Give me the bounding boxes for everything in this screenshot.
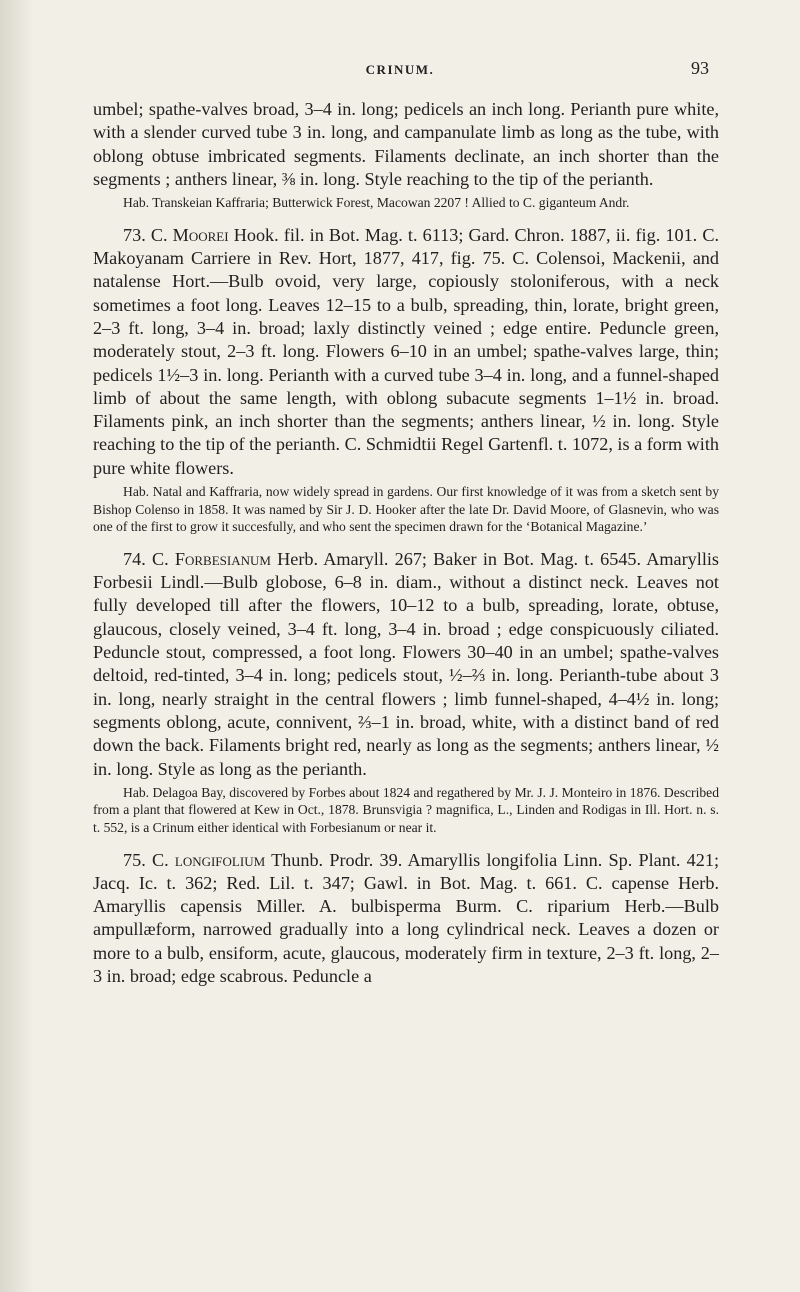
running-title: CRINUM. xyxy=(365,62,435,77)
continuation-paragraph: umbel; spathe-valves broad, 3–4 in. long; pedicels an inch long. Perianth pure white, with a slender curved tube 3 in. long, and campanulate limb as long as the tube, with oblong obtuse imbricated segments. Filaments declinate, an inch shorter than the segments ; anthers linear, ⅜ in. long. Style reaching to the tip of the perianth. xyxy=(93,99,719,189)
species-entry xyxy=(93,224,719,536)
body-text xyxy=(93,98,719,988)
species-entry xyxy=(93,849,719,989)
species-number: 73. xyxy=(123,224,146,245)
page-gutter-shadow xyxy=(0,0,34,1292)
species-description xyxy=(93,224,719,480)
species-name: C. longifolium xyxy=(151,849,266,870)
species-number: 75. xyxy=(123,849,146,870)
species-name: C. Moorei xyxy=(150,224,229,245)
species-habitat: Hab. Natal and Kaffraria, now widely spread in gardens. Our first knowledge of it was from a sketch sent by Bishop Colenso in 1858. It was named by Sir J. D. Hooker after the late Dr. David Moore, of Glasnevin, who was one of the first to grow it succesfully, and who sent the specimen drawn for the ‘Botanical Magazine.’ xyxy=(93,484,719,535)
species-name: C. Forbesianum xyxy=(151,548,271,569)
species-text: Thunb. Prodr. 39. Amaryllis longifolia Linn. Sp. Plant. 421; Jacq. Ic. t. 362; Red. Lil. t. 347; Gawl. in Bot. Mag. t. 661. C. capense Herb. Amaryllis capensis Miller. A. bulbisperma Burm. C. riparium Herb.—Bulb ampullæform, narrowed gradually into a long cylindrical neck. Leaves a dozen or more to a bulb, ensiform, acute, glaucous, moderately firm in texture, 2–3 ft. long, 2–3 in. broad; edge scabrous. Peduncle a xyxy=(93,849,720,987)
species-number: 74. xyxy=(123,548,146,569)
species-text: Herb. Amaryll. 267; Baker in Bot. Mag. t. 6545. Amaryllis Forbesii Lindl.—Bulb globose, 6–8 in. diam., without a distinct neck. Leaves not fully developed till after the flowers, 10–12 to a bulb, spreading, lorate, obtuse, glaucous, closely veined, 3–4 ft. long, 3–4 in. broad ; edge conspicuously ciliated. Peduncle stout, compressed, a foot long. Flowers 30–40 in an umbel; spathe-valves deltoid, red-tinted, 3–4 in. long; pedicels stout, ½–⅔ in. long. Perianth-tube about 3 in. long, nearly straight in the central flowers ; limb funnel-shaped, 4–4½ in. long; segments oblong, acute, connivent, ⅔–1 in. broad, white, with a distinct band of red down the back. Filaments bright red, nearly as long as the segments; anthers linear, ½ in. long. Style as long as the perianth. xyxy=(93,548,720,779)
species-description xyxy=(93,548,719,781)
running-head xyxy=(0,50,800,76)
species-entry xyxy=(93,548,719,837)
species-habitat: Hab. Delagoa Bay, discovered by Forbes about 1824 and regathered by Mr. J. J. Monteiro in 1876. Described from a plant that flowered at Kew in Oct., 1878. Brunsvigia ? magnifica, L., Linden and Rodigas in Ill. Hort. n. s. t. 552, is a Crinum either identical with Forbesianum or near it. xyxy=(93,784,719,835)
page-number: 93 xyxy=(691,58,709,78)
species-text: Hook. fil. in Bot. Mag. t. 6113; Gard. Chron. 1887, ii. fig. 101. C. Makoyanam Carriere in Rev. Hort, 1877, 417, fig. 75. C. Colensoi, Mackenii, and natalense Hort.—Bulb ovoid, very large, copiously stoloniferous, with a neck sometimes a foot long. Leaves 12–15 to a bulb, spreading, thin, lorate, bright green, 2–3 ft. long, 3–4 in. broad; laxly distinctly veined ; edge entire. Peduncle green, moderately stout, 2–3 ft. long. Flowers 6–10 in an umbel; spathe-valves large, thin; pedicels 1½–3 in. long. Perianth with a curved tube 3–4 in. long, and a funnel-shaped limb of about the same length, with oblong subacute segments 1–1½ in. broad. Filaments pink, an inch shorter than the segments; anthers linear, ½ in. long. Style reaching to the tip of the perianth. C. Schmidtii Regel Gartenfl. t. 1072, is a form with pure white flowers. xyxy=(93,224,720,478)
species-description xyxy=(93,849,719,989)
continuation-habitat: Hab. Transkeian Kaffraria; Butterwick Forest, Macowan 2207 ! Allied to C. giganteum Andr. xyxy=(123,195,630,211)
